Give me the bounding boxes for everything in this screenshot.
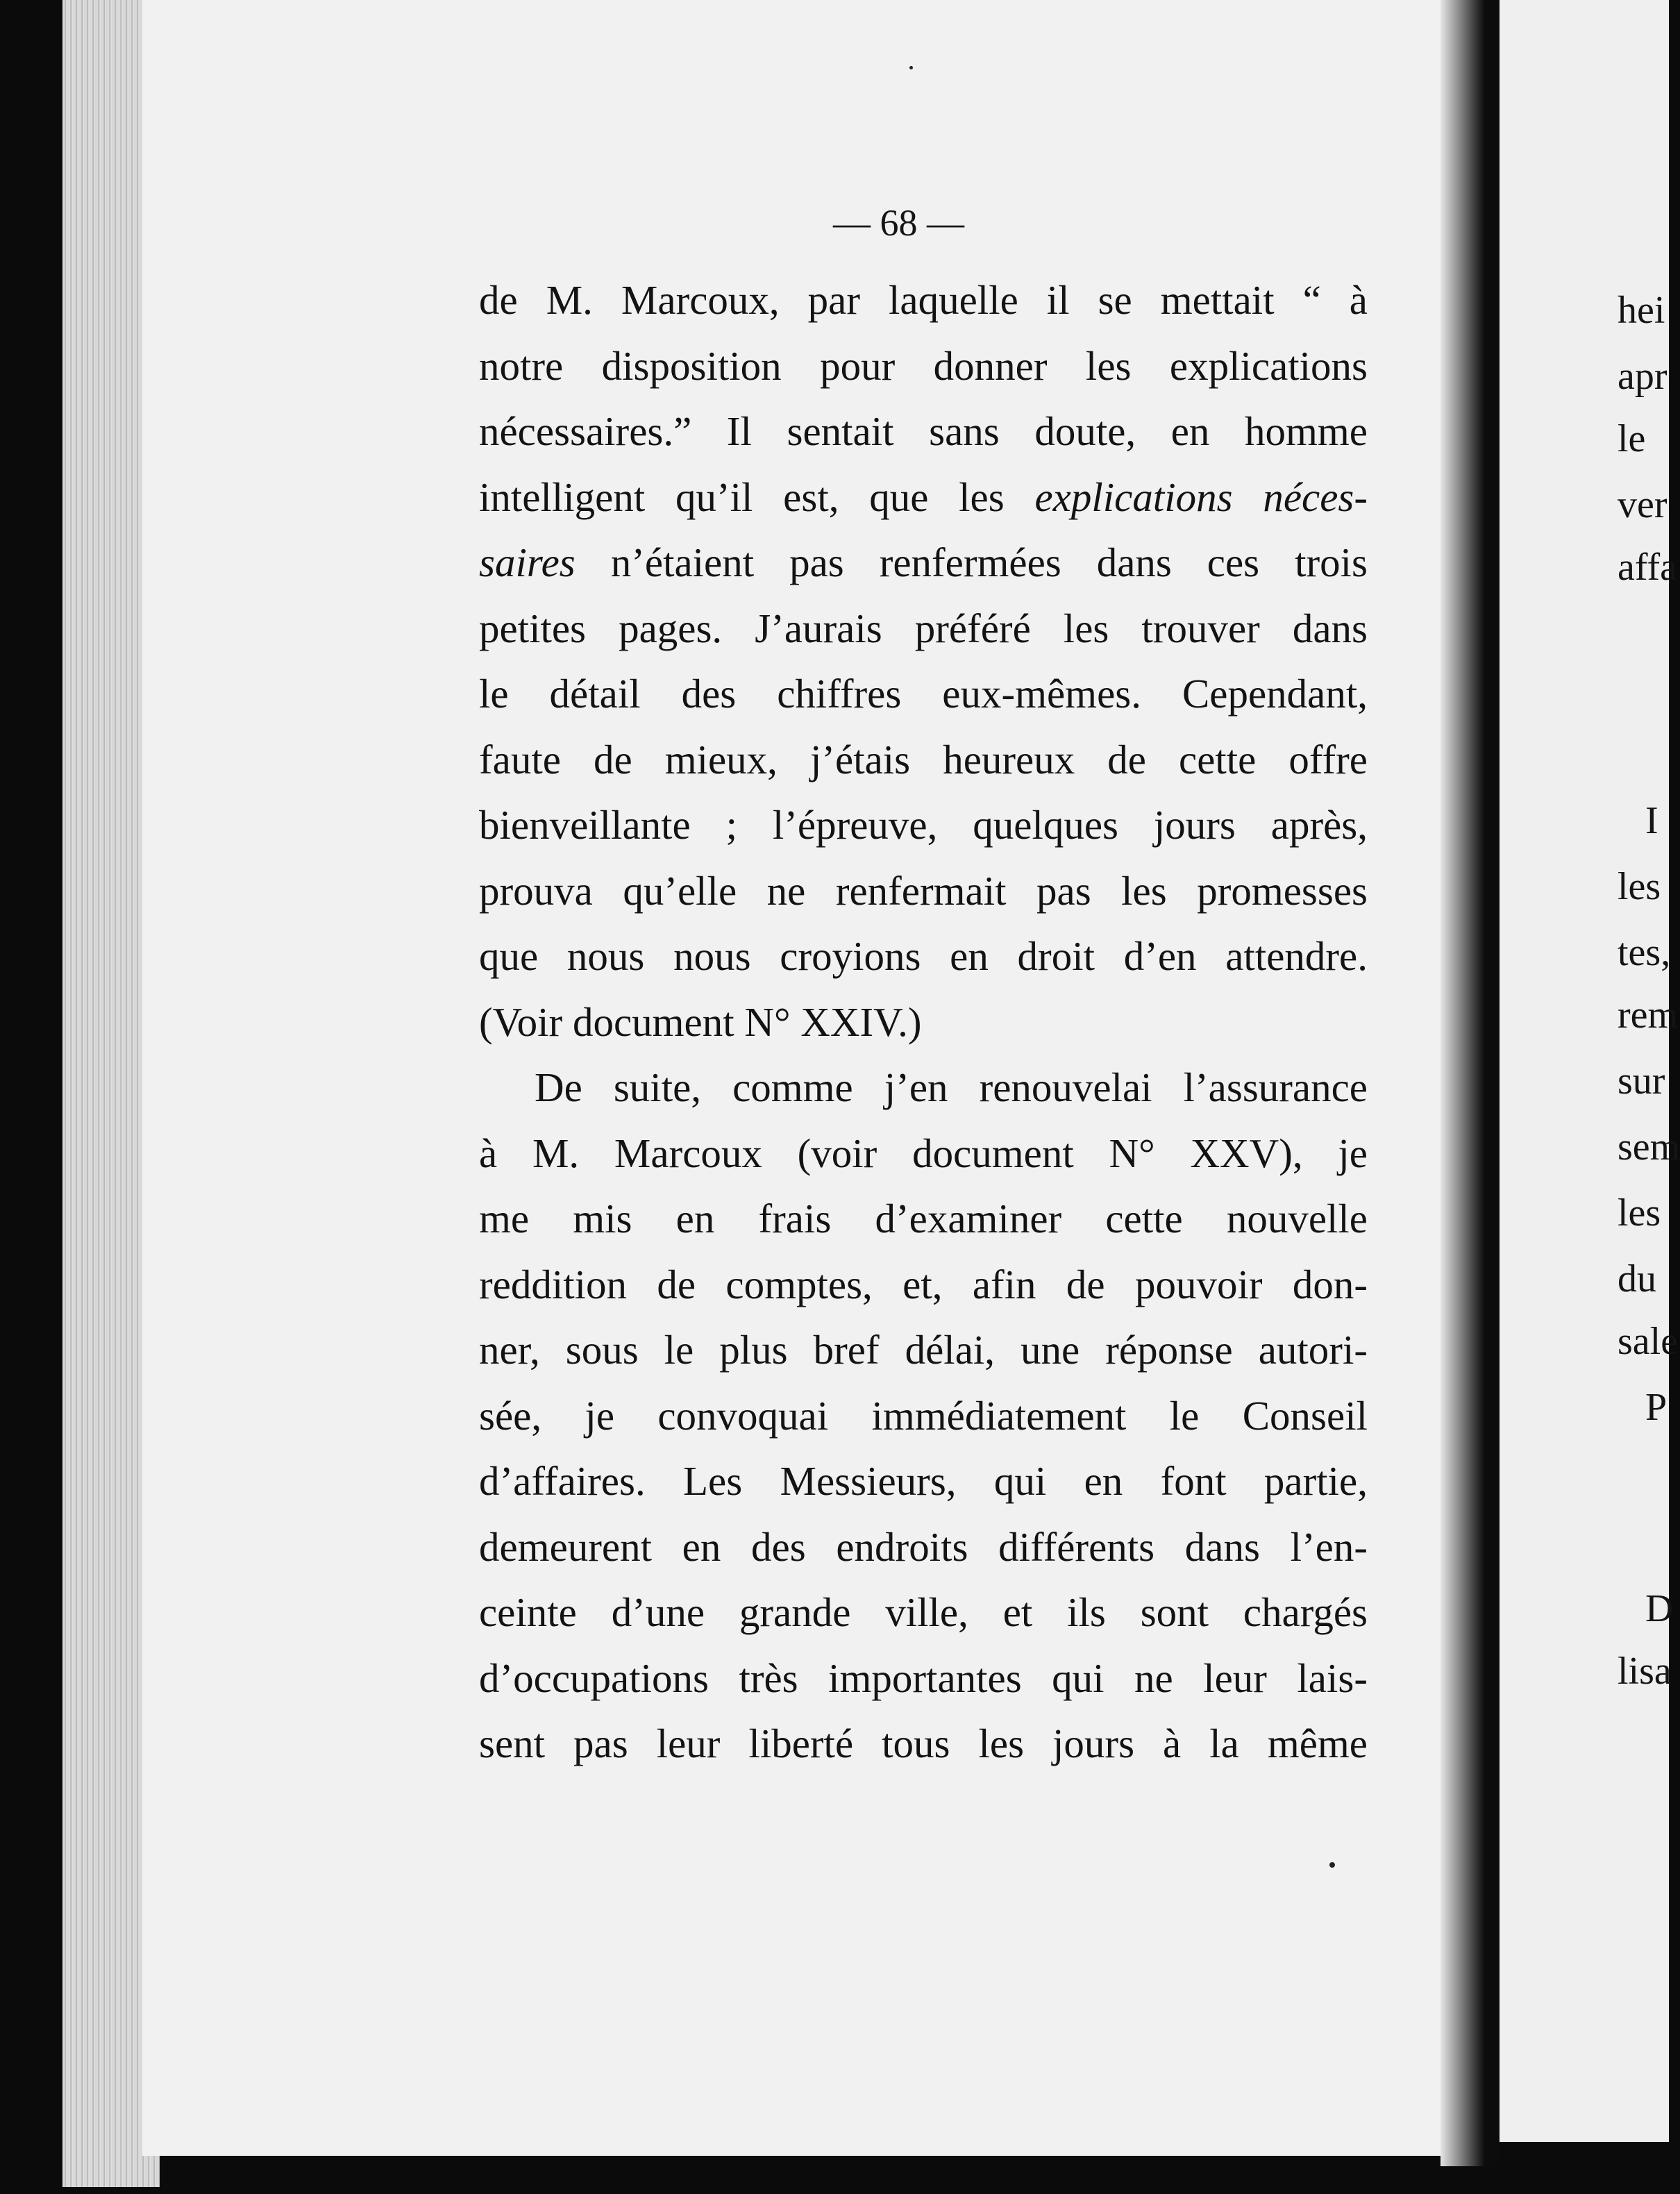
text-line: prouva qu’elle ne renfermait pas les promesses bbox=[479, 867, 1368, 914]
facing-text-fragment: apr bbox=[1618, 355, 1668, 398]
text-line: ner, sous le plus bref délai, une réponse autori- bbox=[479, 1327, 1368, 1373]
text-line: d’occupations très importantes qui ne leur lais- bbox=[479, 1655, 1368, 1701]
text-line: que nous nous croyions en droit d’en attendre. bbox=[479, 933, 1368, 979]
facing-text-fragment: hei bbox=[1618, 289, 1665, 332]
facing-text-fragment: rem bbox=[1618, 994, 1679, 1037]
text-line: demeurent en des endroits différents dans l’en- bbox=[479, 1523, 1368, 1570]
ink-speck bbox=[909, 66, 913, 69]
text-line: le détail des chiffres eux-mêmes. Cependant, bbox=[479, 671, 1368, 717]
text-line: sée, je convoquai immédiatement le Conseil bbox=[479, 1392, 1368, 1439]
facing-text-fragment: affa bbox=[1618, 546, 1677, 589]
text-line: petites pages. J’aurais préféré les trouver dans bbox=[479, 605, 1368, 651]
text-line: d’affaires. Les Messieurs, qui en font partie, bbox=[479, 1458, 1368, 1504]
facing-text-fragment: du bbox=[1618, 1257, 1656, 1300]
facing-text-fragment: D bbox=[1645, 1587, 1674, 1630]
text-line: ceinte d’une grande ville, et ils sont chargés bbox=[479, 1589, 1368, 1635]
text-line: intelligent qu’il est, que les explications néces- bbox=[479, 474, 1368, 520]
facing-text-fragment: sur bbox=[1618, 1060, 1665, 1103]
facing-text-fragment: sale bbox=[1618, 1320, 1679, 1363]
text-line: me mis en frais d’examiner cette nouvelle bbox=[479, 1196, 1368, 1241]
facing-text-fragment: lisa bbox=[1618, 1650, 1672, 1693]
gutter-shadow bbox=[1440, 0, 1503, 2166]
text-line: de M. Marcoux, par laquelle il se mettait “ à bbox=[479, 277, 1368, 323]
text-line: De suite, comme j’en renouvelai l’assurance bbox=[535, 1064, 1368, 1110]
facing-text-fragment: sem bbox=[1618, 1125, 1680, 1169]
text-line: (Voir document N° XXIV.) bbox=[479, 998, 922, 1045]
facing-text-fragment: les bbox=[1618, 1191, 1661, 1234]
text-line: reddition de comptes, et, afin de pouvoir don- bbox=[479, 1261, 1368, 1307]
text-line: saires n’étaient pas renfermées dans ces trois bbox=[479, 539, 1368, 585]
text-line: nécessaires.” Il sentait sans doute, en homme bbox=[479, 408, 1368, 454]
text-line: à M. Marcoux (voir document N° XXV), je bbox=[479, 1130, 1368, 1176]
facing-text-fragment: le bbox=[1618, 417, 1646, 460]
page-number: — 68 — bbox=[833, 202, 964, 244]
ink-speck bbox=[1329, 1862, 1335, 1868]
facing-text-fragment: P bbox=[1645, 1386, 1668, 1429]
facing-text-fragment: tes, bbox=[1618, 931, 1671, 974]
facing-text-fragment: les bbox=[1618, 865, 1661, 908]
text-line: faute de mieux, j’étais heureux de cette offre bbox=[479, 736, 1368, 782]
body-text bbox=[479, 267, 1368, 1777]
facing-text-fragment: I bbox=[1645, 799, 1658, 842]
text-line: sent pas leur liberté tous les jours à la même bbox=[479, 1720, 1368, 1766]
facing-text-fragment: ver bbox=[1618, 483, 1668, 526]
text-line: bienveillante ; l’épreuve, quelques jours après, bbox=[479, 802, 1368, 848]
text-line: notre disposition pour donner les explications bbox=[479, 342, 1368, 389]
